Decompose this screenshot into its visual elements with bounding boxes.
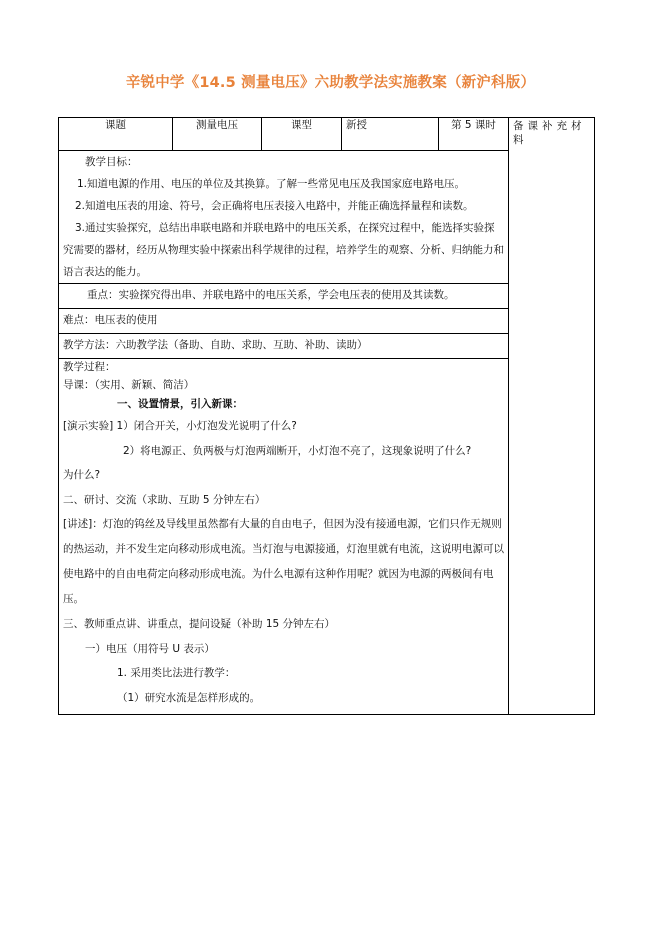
objectives-cell bbox=[59, 151, 509, 284]
explanation-text: [讲述]：灯泡的钨丝及导线里虽然都有大量的自由电子，但因为没有接通电源，它们只作无规则的热运动，并不发生定向移动形成电流。当灯泡与电源接通，灯泡里就有电流，这说明电源可以使电路中的自由电荷定向移动形成电流。为什么电源有这种作用呢？就因为电源的两极间有电压。 bbox=[63, 518, 504, 605]
topic-label: 课题 bbox=[59, 118, 173, 151]
subsection-item: （1）研究水流是怎样形成的。 bbox=[117, 691, 261, 704]
type-value: 新授 bbox=[342, 118, 439, 151]
demo-line: 2）将电源正、负两极与灯泡两端断开，小灯泡不亮了，这现象说明了什么? bbox=[123, 444, 472, 457]
intro-line: 导课：（实用、新颖、简洁） bbox=[63, 379, 195, 391]
period-value: 第 5 课时 bbox=[439, 118, 509, 151]
method-cell: 教学方法：六助教学法（备助、自助、求助、互助、补助、读助） bbox=[59, 334, 509, 359]
section-heading: 一、设置情景，引入新课： bbox=[117, 398, 243, 410]
demo-line: [演示实验] 1）闭合开关，小灯泡发光说明了什么? bbox=[63, 420, 297, 432]
demo-line: 为什么? bbox=[63, 469, 101, 481]
topic-value: 测量电压 bbox=[173, 118, 262, 151]
section-heading: 三、教师重点讲、讲重点，提问设疑（补助 15 分钟左右） bbox=[63, 618, 336, 630]
header-row bbox=[59, 118, 595, 151]
supplementary-materials-column: 备课补充材料 bbox=[509, 118, 595, 715]
key-point-cell: 重点：实验探究得出串、并联电路中的电压关系，学会电压表的使用及其读数。 bbox=[59, 284, 509, 309]
objective-item: 1.知道电源的作用、电压的单位及其换算。了解一些常见电压及我国家庭电路电压。 bbox=[77, 178, 466, 190]
objective-item: 2.知道电压表的用途、符号，会正确将电压表接入电路中，并能正确选择量程和读数。 bbox=[75, 200, 474, 212]
section-heading: 二、研讨、交流（求助、互助 5 分钟左右） bbox=[63, 493, 266, 506]
objectives-heading: 教学目标： bbox=[85, 156, 138, 168]
process-cell bbox=[59, 359, 509, 715]
document-title: 辛锐中学《14.5 测量电压》六助教学法实施教案（新沪科版） bbox=[125, 75, 536, 91]
subsection-heading: 一）电压（用符号 U 表示） bbox=[85, 642, 215, 655]
difficulty-cell: 难点：电压表的使用 bbox=[59, 309, 509, 334]
lesson-plan-table bbox=[58, 117, 595, 715]
type-label: 课型 bbox=[262, 118, 342, 151]
process-heading: 教学过程： bbox=[63, 361, 116, 373]
objective-item: 3.通过实验探究，总结出串联电路和并联电路中的电压关系，在探究过程中，能选择实验探究需要的器材，经历从物理实验中探索出科学规律的过程，培养学生的观察、分析、归纳能力和语言表达的能力。 bbox=[63, 222, 504, 278]
subsection-heading: 1. 采用类比法进行教学： bbox=[117, 667, 236, 679]
